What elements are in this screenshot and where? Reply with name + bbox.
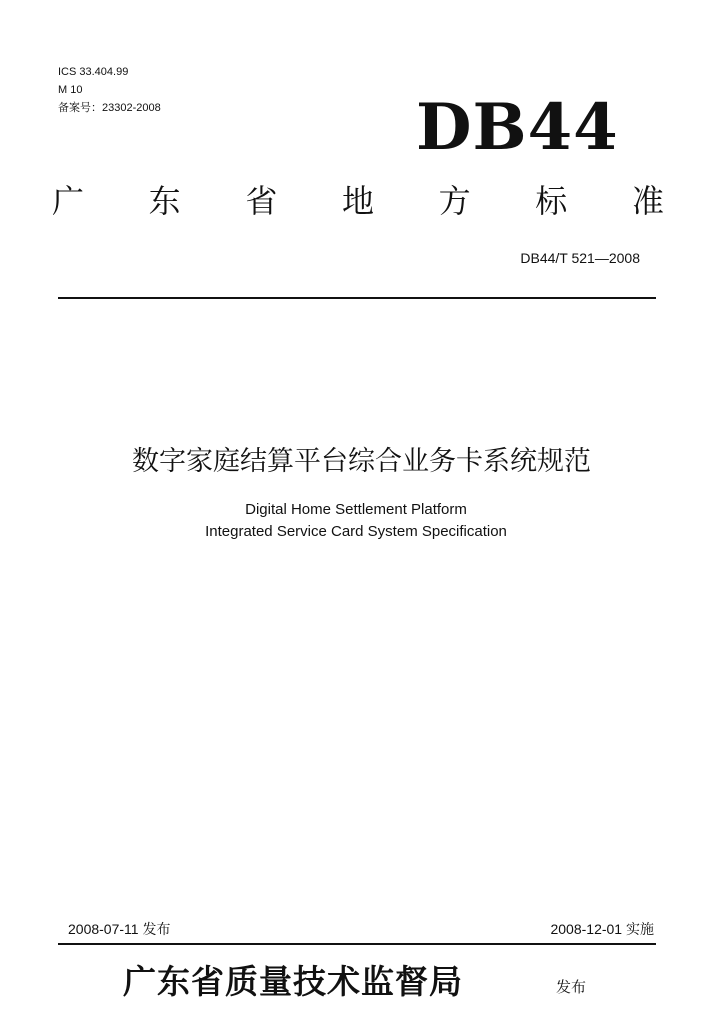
issuing-authority: 广东省质量技术监督局 [123, 962, 463, 1001]
classification-code: M 10 [58, 84, 83, 96]
standard-type-char: 标 [535, 182, 568, 220]
standard-type-char: 准 [631, 182, 664, 220]
standard-type-char: 方 [438, 182, 471, 220]
standard-type-heading [52, 181, 664, 221]
document-title-chinese: 数字家庭结算平台综合业务卡系统规范 [132, 446, 591, 477]
document-title-english-line1: Digital Home Settlement Platform [245, 501, 467, 518]
issuing-authority-suffix: 发布 [556, 978, 587, 996]
implementation-date: 2008-12-01 实施 [550, 921, 654, 937]
standard-type-char: 地 [341, 182, 374, 220]
standard-type-char: 省 [245, 182, 278, 220]
standard-type-char: 东 [148, 182, 181, 220]
standard-code: DB44 [416, 90, 619, 165]
bottom-divider [58, 943, 656, 945]
ics-code: ICS 33.404.99 [58, 66, 129, 78]
document-title-english-line2: Integrated Service Card System Specification [205, 523, 507, 540]
standard-type-char: 广 [52, 182, 85, 220]
standard-number: DB44/T 521—2008 [520, 250, 640, 266]
issue-date: 2008-07-11 发布 [68, 921, 171, 937]
filing-number: 备案号：23302-2008 [58, 102, 161, 114]
top-divider [58, 297, 656, 299]
